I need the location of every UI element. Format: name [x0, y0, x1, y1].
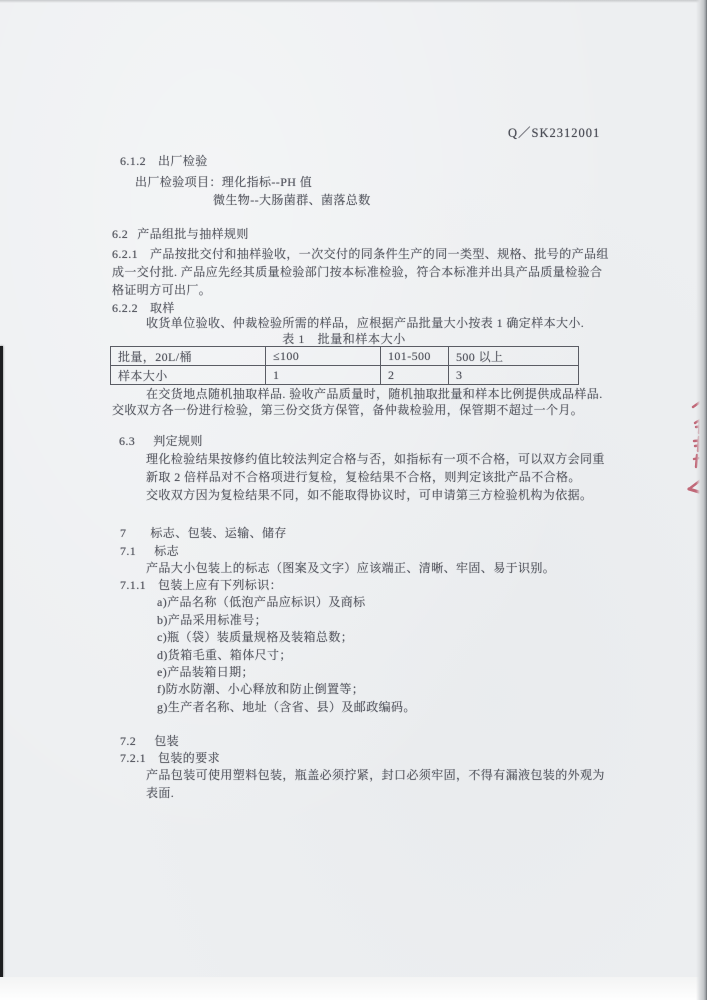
scan-top-edge — [0, 0, 707, 3]
section-number: 7.1 — [120, 544, 137, 558]
cell-sample-2: 2 — [381, 366, 449, 385]
cell-sample-3: 3 — [449, 366, 579, 385]
cell-range-3: 500 以上 — [449, 347, 579, 366]
para-7-1: 产品大小包装上的标志（图案及文字）应该端正、清晰、牢固、易于识别。 — [146, 561, 556, 575]
para-6-3-line1: 理化检验结果按修约值比较法判定合格与否，如指标有一项不合格，可以双方会同重 — [146, 452, 605, 466]
table1-caption: 表 1 批量和样本大小 — [282, 332, 406, 346]
heading-7 — [120, 526, 287, 541]
cell-range-1: ≤100 — [266, 347, 381, 366]
line-factory-inspection-items: 出厂检验项目：理化指标--PH 值 — [135, 175, 313, 189]
section-number: 7.1.1 — [120, 578, 146, 592]
section-title: 标志、包装、运输、储存 — [150, 526, 287, 540]
section-title: 出厂检验 — [158, 154, 208, 168]
section-title: 产品组批与抽样规则 — [137, 227, 249, 241]
section-number: 7.2.1 — [120, 751, 146, 765]
section-title: 取样 — [150, 301, 175, 315]
section-title: 标志 — [154, 544, 180, 558]
scan-bottom-strip — [0, 977, 707, 1000]
para-sampling: 收货单位验收、仲裁检验所需的样品，应根据产品批量大小按表 1 确定样本大小. — [146, 316, 585, 330]
table-row — [111, 366, 579, 385]
section-number: 6.1.2 — [120, 154, 146, 168]
section-title: 包装的要求 — [158, 751, 221, 765]
heading-7-2-1 — [120, 751, 220, 766]
para-6-2-1-line2: 成一交付批. 产品应先经其质量检验部门按本标准检验，符合本标准并出具产品质量检验合 — [112, 265, 603, 279]
heading-7-2 — [120, 734, 179, 749]
cell-sample-label: 样本大小 — [111, 366, 266, 385]
heading-6-2-2 — [112, 301, 175, 316]
heading-6-2 — [112, 227, 249, 242]
para-6-3-line3: 交收双方因为复检结果不同，如不能取得协议时，可申请第三方检验机构为依据。 — [146, 488, 593, 502]
cell-range-2: 101-500 — [381, 347, 449, 366]
document-code: Q／SK2312001 — [508, 126, 601, 140]
scan-right-edge-shadow — [696, 0, 707, 1000]
section-title: 包装 — [154, 734, 180, 748]
list-item-a: a)产品名称（低泡产品应标识）及商标 — [157, 595, 366, 609]
line-microbio-items: 微生物--大肠菌群、菌落总数 — [213, 193, 371, 207]
para-6-2-1-line3: 格证明方可出厂。 — [112, 283, 212, 297]
section-number: 6.2.1 — [112, 247, 138, 261]
list-item-c: c)瓶（袋）装质量规格及装箱总数； — [157, 630, 354, 644]
heading-6-1-2 — [120, 154, 208, 169]
para-after-table-line1: 在交货地点随机抽取样品. 验收产品质量时，随机抽取批量和样本比例提供成品样品. — [146, 387, 603, 401]
heading-7-1 — [120, 544, 179, 559]
scan-left-edge-line — [0, 346, 3, 978]
para-6-2-1-line1 — [112, 247, 609, 262]
section-title: 判定规则 — [153, 434, 203, 448]
para-6-3-line2: 新取 2 倍样品对不合格项进行复检，复检结果不合格，则判定该批产品不合格。 — [146, 470, 581, 484]
list-item-e: e)产品装箱日期； — [157, 665, 254, 679]
cell-batch-label: 批量，20L/桶 — [111, 347, 266, 366]
heading-7-1-1 — [120, 578, 282, 593]
section-number: 7 — [120, 526, 127, 540]
list-item-g: g)生产者名称、地址（含省、县）及邮政编码。 — [157, 700, 416, 714]
section-number: 6.2.2 — [112, 301, 138, 315]
cell-sample-1: 1 — [266, 366, 381, 385]
list-item-f: f)防水防潮、小心释放和防止倒置等； — [157, 682, 365, 696]
table-row — [111, 347, 579, 366]
list-item-d: d)货箱毛重、箱体尺寸； — [157, 648, 292, 662]
list-item-b: b)产品采用标准号； — [157, 613, 267, 627]
section-number: 6.2 — [112, 227, 129, 241]
para-7-2-1-line1: 产品包装可使用塑料包装，瓶盖必须拧紧，封口必须牢固，不得有漏液包装的外观为 — [146, 768, 605, 782]
para-text: 产品按批交付和抽样验收，一次交付的同条件生产的同一类型、规格、批号的产品组 — [150, 247, 609, 261]
para-7-2-1-line2: 表面. — [146, 786, 175, 800]
section-title: 包装上应有下列标识： — [158, 578, 283, 592]
table-batch-and-sample-size — [110, 346, 579, 385]
section-number: 7.2 — [120, 734, 137, 748]
para-after-table-line2: 交收双方各一份进行检验，第三份交货方保管，备仲裁检验用，保管期不超过一个月。 — [112, 403, 584, 417]
heading-6-3 — [119, 434, 203, 449]
section-number: 6.3 — [119, 434, 136, 448]
